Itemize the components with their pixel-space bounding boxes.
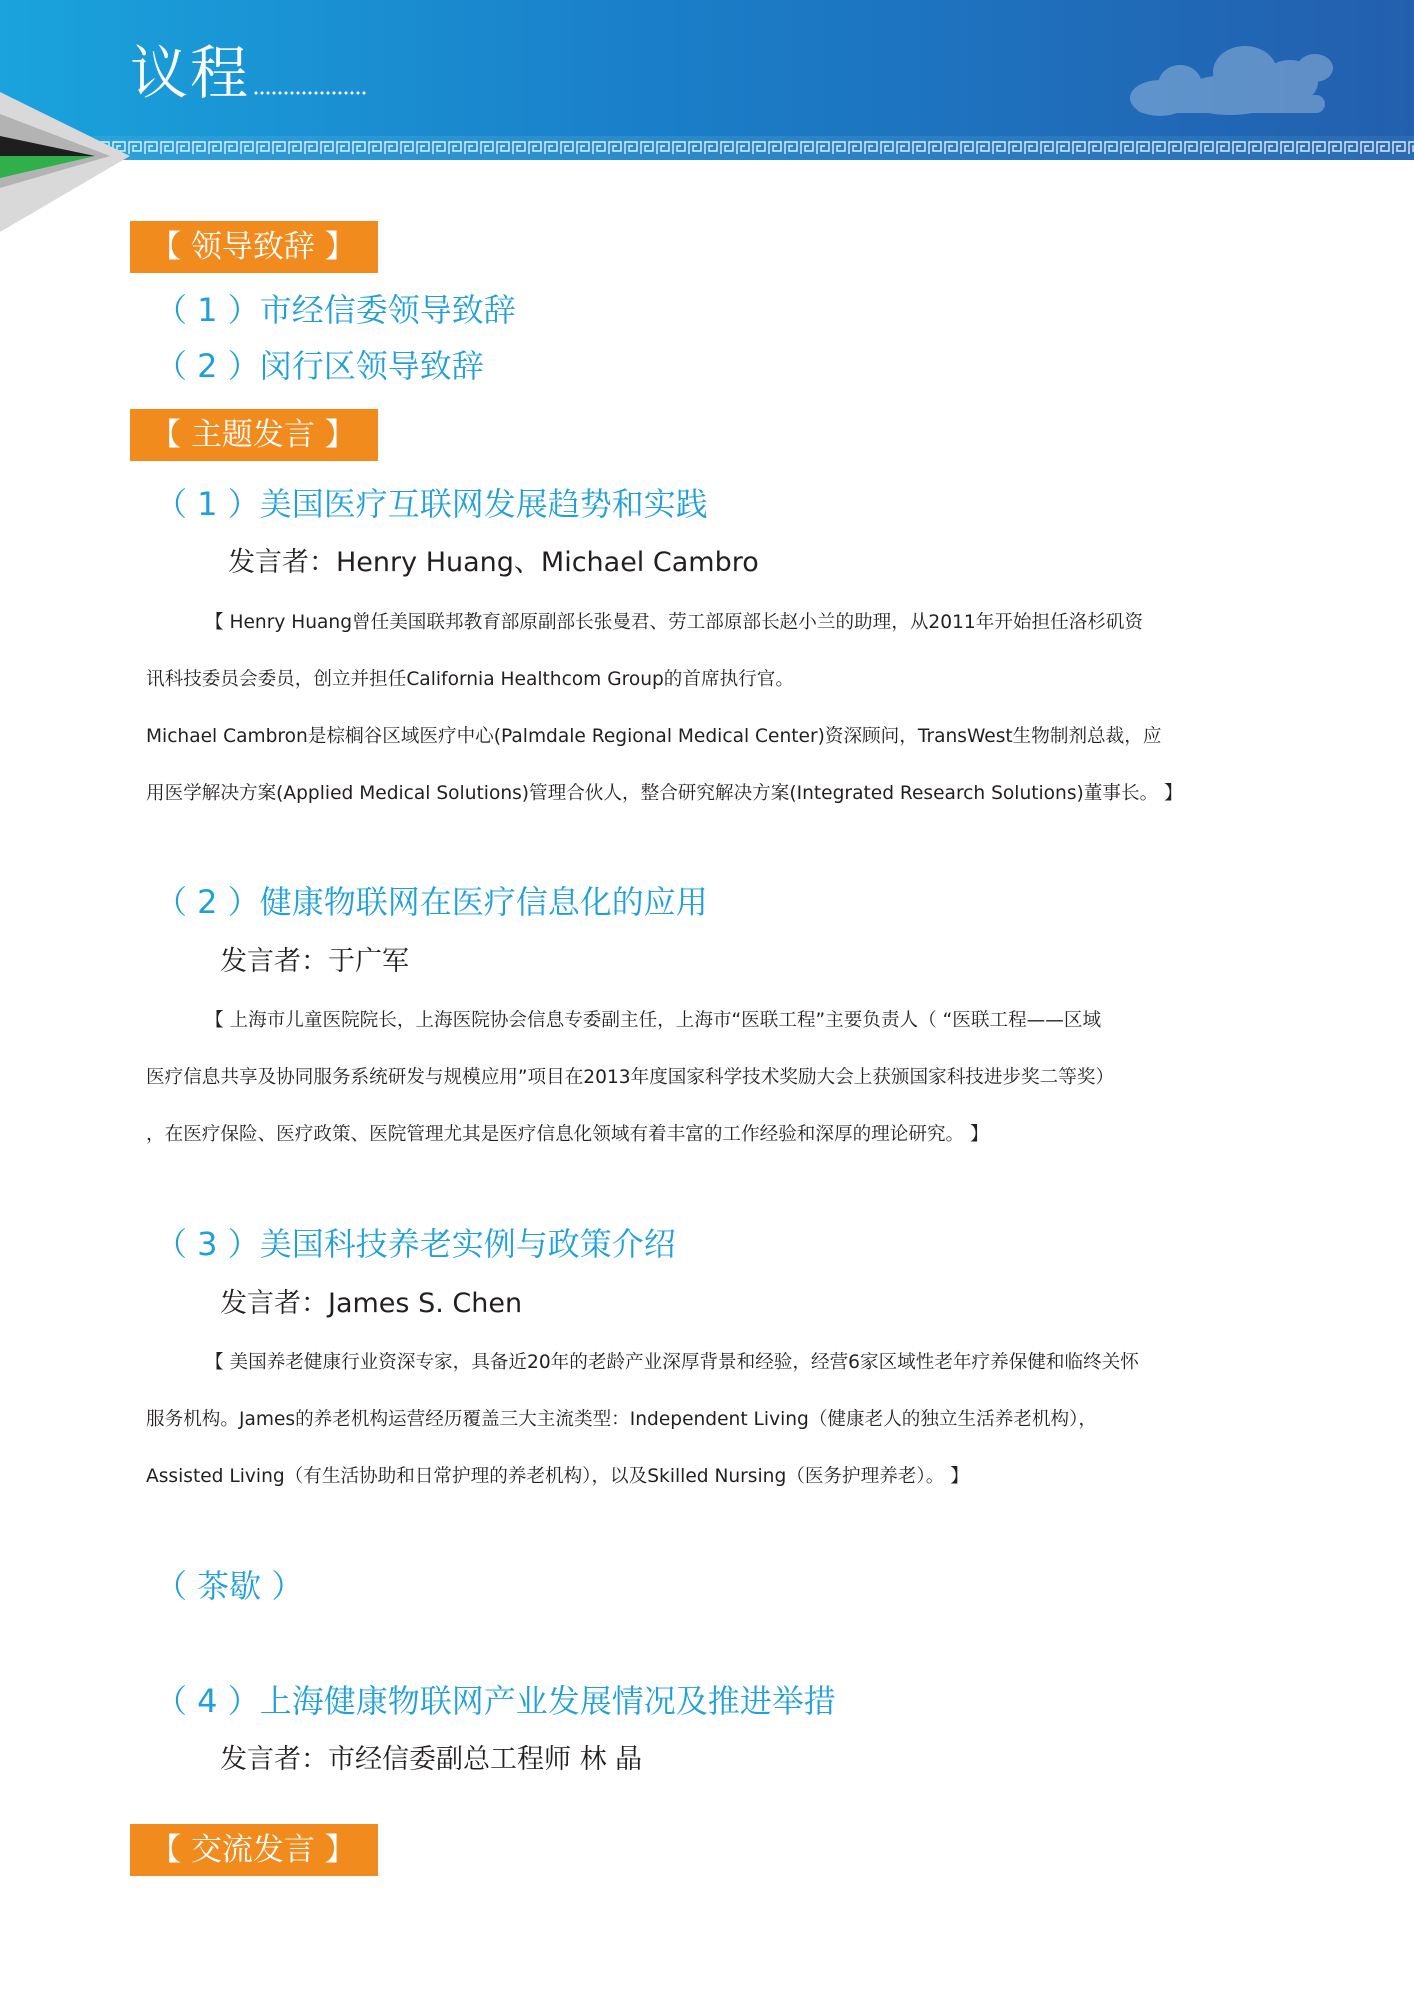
talk-bio-line: Michael Cambron是棕榈谷区域医疗中心(Palmdale Regional Medical Center)资深顾问，TransWest生物制剂总裁，应: [146, 726, 1162, 747]
talk-bio-line: 讯科技委员会委员，创立并担任California Healthcom Group的首席执行官。: [146, 669, 794, 690]
talk-speaker: 发言者：于广军: [220, 946, 409, 977]
break-label: （ 茶歇 ）: [155, 1567, 304, 1605]
section-tag-leaders: 【 领导致辞 】: [130, 221, 378, 273]
fret-border: [0, 136, 1414, 160]
talk-bio-line: 【 Henry Huang曾任美国联邦教育部原副部长张曼君、劳工部原部长赵小兰的助理，从2011年开始担任洛杉矶资: [205, 612, 1144, 633]
talk-bio-line: 服务机构。James的养老机构运营经历覆盖三大主流类型：Independent Living（健康老人的独立生活养老机构），: [146, 1409, 1098, 1430]
agenda-item: （ 1 ）市经信委领导致辞: [155, 291, 516, 329]
talk-title: （ 2 ）健康物联网在医疗信息化的应用: [155, 883, 708, 921]
fret-pattern: [0, 140, 1414, 156]
talk-bio-line: 【 美国养老健康行业资深专家，具备近20年的老龄产业深厚背景和经验，经营6家区域性老年疗养保健和临终关怀: [205, 1352, 1139, 1373]
talk-bio-line: ，在医疗保险、医疗政策、医院管理尤其是医疗信息化领域有着丰富的工作经验和深厚的理论研究。 】: [146, 1124, 989, 1145]
agenda-item: （ 2 ）闵行区领导致辞: [155, 347, 484, 385]
section-tag-keynote: 【 主题发言 】: [130, 409, 378, 461]
talk-speaker: 发言者：Henry Huang、Michael Cambro: [228, 547, 759, 578]
talk-speaker: 发言者：市经信委副总工程师 林 晶: [220, 1744, 643, 1775]
talk-bio-line: 用医学解决方案(Applied Medical Solutions)管理合伙人，整合研究解决方案(Integrated Research Solutions)董事长。 】: [146, 783, 1183, 804]
talk-title: （ 1 ）美国医疗互联网发展趋势和实践: [155, 485, 708, 523]
talk-bio-line: 【 上海市儿童医院院长，上海医院协会信息专委副主任，上海市“医联工程”主要负责人（ “医联工程——区域: [205, 1010, 1102, 1031]
header-banner: [0, 0, 1414, 152]
talk-bio-line: Assisted Living（有生活协助和日常护理的养老机构），以及Skilled Nursing（医务护理养老）。 】: [146, 1466, 969, 1487]
section-tag-exchange: 【 交流发言 】: [130, 1824, 378, 1876]
page-title: 议程: [130, 39, 251, 107]
title-dotted-leader: [253, 90, 367, 96]
talk-title: （ 3 ）美国科技养老实例与政策介绍: [155, 1225, 676, 1263]
talk-bio-line: 医疗信息共享及协同服务系统研发与规模应用”项目在2013年度国家科学技术奖励大会上获颁国家科技进步奖二等奖）: [146, 1067, 1115, 1088]
talk-title: （ 4 ）上海健康物联网产业发展情况及推进举措: [155, 1682, 836, 1720]
cloud-icon: [1125, 40, 1335, 120]
talk-speaker: 发言者：James S. Chen: [220, 1288, 523, 1319]
chevron-graphic: [0, 92, 140, 232]
